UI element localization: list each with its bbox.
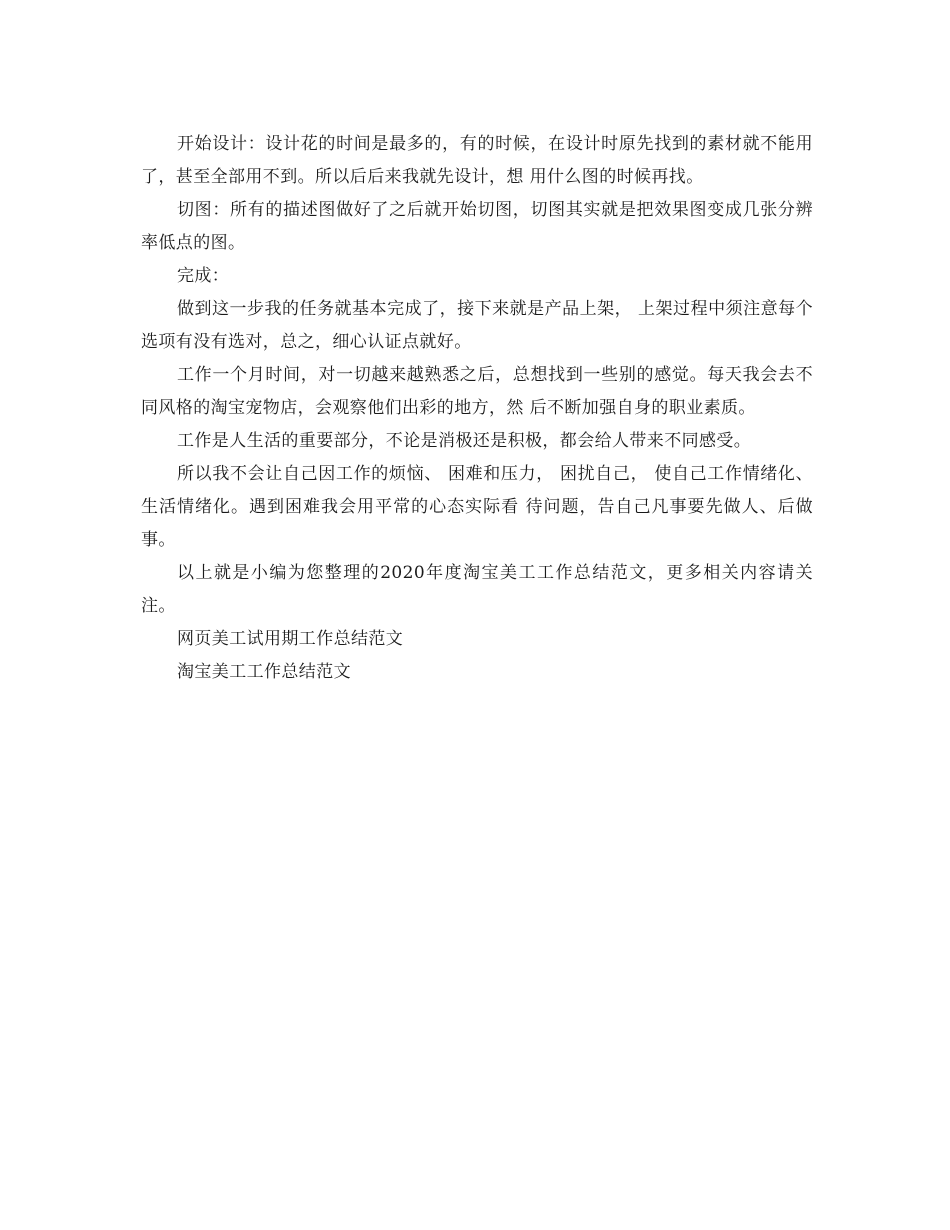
paragraph-design: 开始设计：设计花的时间是最多的，有的时候，在设计时原先找到的素材就不能用了，甚至全部用不到。所以后后来我就先设计，想 用什么图的时候再找。: [141, 134, 813, 187]
paragraph-emotion: 所以我不会让自己因工作的烦恼、 困难和压力， 困扰自己， 使自己工作情绪化、生活情绪化。遇到困难我会用平常的心态实际看 待问题，告自己凡事要先做人、后做事。: [141, 464, 813, 550]
paragraph-complete-heading: 完成：: [177, 266, 230, 286]
paragraph-listing: 做到这一步我的任务就基本完成了，接下来就是产品上架， 上架过程中须注意每个选项有没有选对，总之，细心认证点就好。: [141, 299, 813, 352]
paragraph-slicing: 切图：所有的描述图做好了之后就开始切图，切图其实就是把效果图变成几张分辨率低点的图。: [141, 200, 813, 253]
paragraph-work-life: 工作是人生活的重要部分，不论是消极还是积极，都会给人带来不同感受。: [177, 431, 752, 451]
related-link-taobao-designer[interactable]: 淘宝美工工作总结范文: [177, 662, 351, 682]
related-link-web-designer[interactable]: 网页美工试用期工作总结范文: [177, 629, 404, 649]
document-body: [141, 128, 813, 689]
paragraph-one-month: 工作一个月时间，对一切越来越熟悉之后，总想找到一些别的感觉。每天我会去不同风格的淘宝宠物店，会观察他们出彩的地方，然 后不断加强自身的职业素质。: [141, 365, 813, 418]
paragraph-closing: 以上就是小编为您整理的2020年度淘宝美工工作总结范文，更多相关内容请关注。: [141, 563, 813, 616]
